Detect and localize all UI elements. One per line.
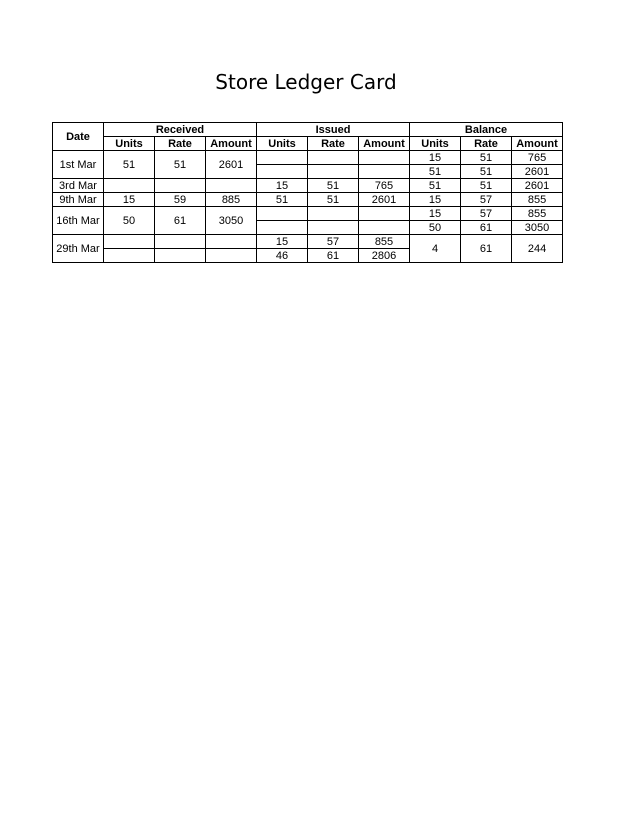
header-received: Received (104, 123, 257, 137)
header-date: Date (53, 123, 104, 151)
table-row (53, 179, 563, 193)
cell-received-rate: 59 (155, 193, 206, 207)
cell-balance-rate: 57 (461, 207, 512, 221)
header-received-amount: Amount (206, 137, 257, 151)
cell-issued-units (257, 151, 308, 165)
cell-balance-rate: 51 (461, 179, 512, 193)
cell-issued-amount (359, 221, 410, 235)
cell-date: 29th Mar (53, 235, 104, 263)
cell-issued-units: 51 (257, 193, 308, 207)
page-title: Store Ledger Card (215, 70, 397, 94)
cell-issued-rate: 51 (308, 179, 359, 193)
cell-received-units: 15 (104, 193, 155, 207)
cell-issued-units (257, 207, 308, 221)
header-issued-units: Units (257, 137, 308, 151)
cell-received-units (104, 235, 155, 249)
cell-issued-amount (359, 165, 410, 179)
header-balance-rate: Rate (461, 137, 512, 151)
cell-balance-amount: 765 (512, 151, 563, 165)
header-received-rate: Rate (155, 137, 206, 151)
cell-date: 3rd Mar (53, 179, 104, 193)
cell-received-units (104, 179, 155, 193)
header-row-columns (53, 137, 563, 151)
cell-balance-units: 51 (410, 165, 461, 179)
cell-balance-units: 51 (410, 179, 461, 193)
cell-received-units: 51 (104, 151, 155, 179)
cell-balance-rate: 51 (461, 165, 512, 179)
cell-balance-rate: 51 (461, 151, 512, 165)
cell-balance-units: 4 (410, 235, 461, 263)
table-row (53, 235, 563, 249)
cell-issued-rate (308, 207, 359, 221)
cell-issued-amount: 765 (359, 179, 410, 193)
table-row (53, 151, 563, 165)
cell-issued-units: 15 (257, 179, 308, 193)
cell-received-rate (155, 179, 206, 193)
header-received-units: Units (104, 137, 155, 151)
cell-issued-units (257, 221, 308, 235)
cell-issued-units (257, 165, 308, 179)
cell-received-units: 50 (104, 207, 155, 235)
cell-balance-amount: 2601 (512, 179, 563, 193)
header-issued-amount: Amount (359, 137, 410, 151)
cell-received-rate: 61 (155, 207, 206, 235)
cell-issued-amount (359, 151, 410, 165)
cell-received-amount (206, 249, 257, 263)
cell-received-amount: 2601 (206, 151, 257, 179)
cell-received-rate (155, 249, 206, 263)
cell-received-rate: 51 (155, 151, 206, 179)
cell-issued-rate: 57 (308, 235, 359, 249)
cell-date: 1st Mar (53, 151, 104, 179)
header-issued-rate: Rate (308, 137, 359, 151)
cell-issued-amount: 855 (359, 235, 410, 249)
cell-balance-amount: 855 (512, 193, 563, 207)
cell-issued-rate (308, 165, 359, 179)
cell-balance-rate: 57 (461, 193, 512, 207)
cell-received-amount (206, 235, 257, 249)
cell-date: 9th Mar (53, 193, 104, 207)
cell-received-amount: 3050 (206, 207, 257, 235)
table-row (53, 193, 563, 207)
header-issued: Issued (257, 123, 410, 137)
header-row-groups (53, 123, 563, 137)
cell-balance-rate: 61 (461, 221, 512, 235)
cell-balance-units: 15 (410, 151, 461, 165)
cell-balance-units: 15 (410, 207, 461, 221)
header-balance-amount: Amount (512, 137, 563, 151)
table-row (53, 207, 563, 221)
store-ledger-table (52, 122, 563, 263)
cell-received-units (104, 249, 155, 263)
cell-issued-amount: 2806 (359, 249, 410, 263)
cell-balance-amount: 2601 (512, 165, 563, 179)
cell-balance-units: 15 (410, 193, 461, 207)
cell-issued-rate: 61 (308, 249, 359, 263)
cell-balance-amount: 3050 (512, 221, 563, 235)
cell-issued-units: 46 (257, 249, 308, 263)
cell-issued-rate (308, 221, 359, 235)
cell-issued-units: 15 (257, 235, 308, 249)
cell-issued-rate (308, 151, 359, 165)
cell-balance-amount: 855 (512, 207, 563, 221)
cell-issued-amount (359, 207, 410, 221)
header-balance: Balance (410, 123, 563, 137)
cell-balance-amount: 244 (512, 235, 563, 263)
cell-received-amount (206, 179, 257, 193)
cell-date: 16th Mar (53, 207, 104, 235)
cell-received-amount: 885 (206, 193, 257, 207)
cell-received-rate (155, 235, 206, 249)
cell-balance-units: 50 (410, 221, 461, 235)
cell-issued-amount: 2601 (359, 193, 410, 207)
cell-balance-rate: 61 (461, 235, 512, 263)
header-balance-units: Units (410, 137, 461, 151)
cell-issued-rate: 51 (308, 193, 359, 207)
